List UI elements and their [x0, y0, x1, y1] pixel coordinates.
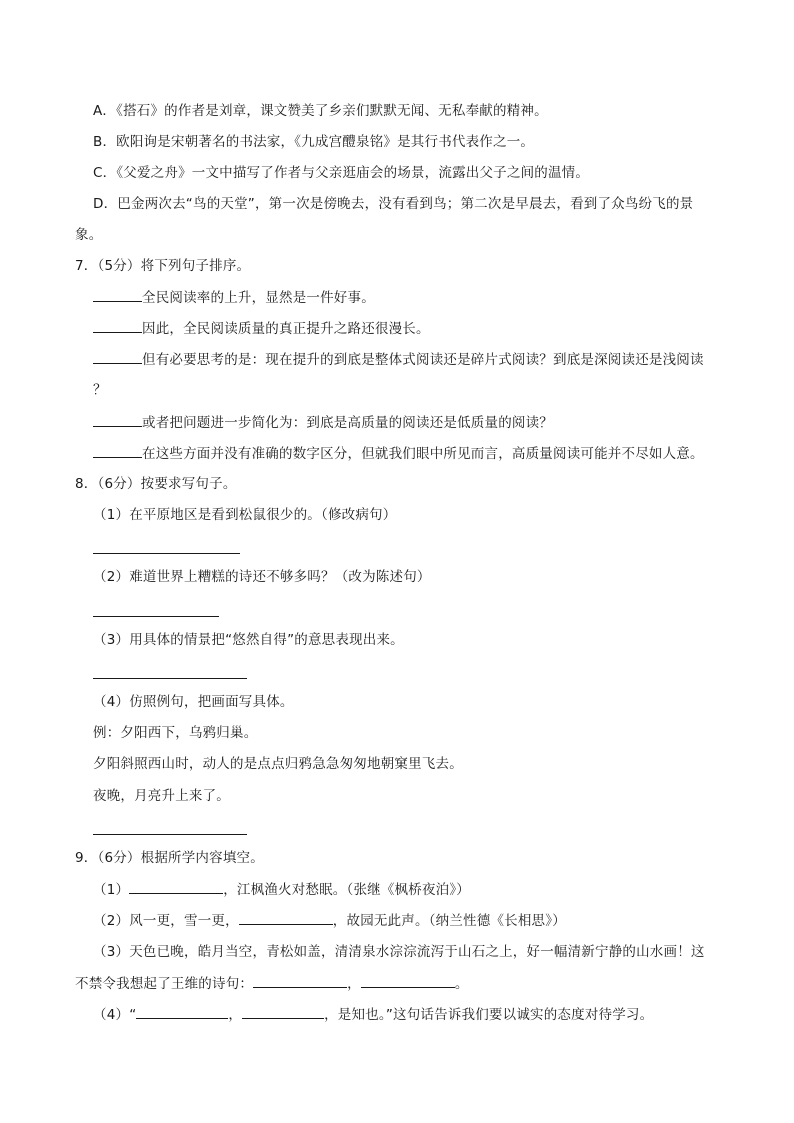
q7-stem: 7．（5分）将下列句子排序。	[75, 258, 251, 274]
q8-part-4: （4）仿照例句，把画面写具体。	[93, 694, 294, 710]
q9-part-2-text: ，故园无此声。（纳兰性德《长相思》）	[332, 913, 566, 929]
q7-sentence-2	[93, 318, 430, 339]
q7-sentence-4	[93, 412, 553, 433]
q7-blank-5[interactable]	[93, 443, 142, 458]
q8-example-1: 例：夕阳西下，乌鸦归巢。	[93, 725, 258, 741]
q8-part-1: （1）在平原地区是看到松鼠很少的。（修改病句）	[93, 507, 397, 523]
q9-stem: 9．（6分）根据所学内容填空。	[75, 850, 264, 866]
q9-part-4-label: （4）“	[93, 1007, 137, 1023]
q8-answer-line-1[interactable]	[93, 553, 240, 554]
q7-sentence-1-text: 全民阅读率的上升，显然是一件好事。	[142, 290, 375, 306]
q9-part-3-period: 。	[454, 976, 469, 992]
q7-blank-3[interactable]	[93, 349, 142, 364]
q6-option-c: C．《父爱之舟》一文中描写了作者与父亲逛庙会的场景，流露出父子之间的温情。	[93, 165, 590, 181]
q9-part-1	[93, 879, 470, 900]
q9-part-1-label: （1）	[93, 882, 130, 898]
q9-part-4-text: ，是知也。”这句话告诉我们要以诚实的态度对待学习。	[324, 1007, 654, 1023]
q9-part-3-cont-text: 不禁令我想起了王维的诗句：	[75, 976, 254, 992]
q9-part-3: （3）天色已晚，皓月当空，青松如盖，清清泉水淙淙流泻于山石之上，好一幅清新宁静的山水画！这	[93, 944, 705, 960]
q7-blank-2[interactable]	[93, 318, 142, 333]
q8-answer-line-2[interactable]	[93, 616, 219, 617]
q7-sentence-1	[93, 287, 375, 308]
q9-blank-2[interactable]	[239, 910, 333, 925]
q6-option-b: B．欧阳询是宋朝著名的书法家，《九成宫醴泉铭》是其行书代表作之一。	[93, 134, 535, 150]
q8-prompt: 夜晚，月亮升上来了。	[93, 788, 230, 804]
q7-blank-4[interactable]	[93, 412, 142, 427]
q9-part-2	[93, 910, 566, 931]
q9-part-1-text: ，江枫渔火对愁眠。（张继《枫桥夜泊》）	[223, 882, 471, 898]
q9-part-3-comma: ，	[347, 976, 361, 992]
q8-part-3: （3）用具体的情景把“悠然自得”的意思表现出来。	[93, 632, 404, 648]
q9-part-3-cont	[75, 973, 469, 994]
q8-part-2: （2）难道世界上糟糕的诗还不够多吗？（改为陈述句）	[93, 569, 431, 585]
q9-blank-6[interactable]	[242, 1004, 324, 1019]
q7-sentence-5-text: 在这些方面并没有准确的数字区分，但就我们眼中所见而言，高质量阅读可能并不尽如人意。	[142, 446, 704, 462]
q9-blank-1[interactable]	[129, 879, 223, 894]
q8-answer-line-4[interactable]	[93, 834, 247, 835]
q9-part-4-comma: ，	[228, 1007, 243, 1023]
q6-option-d-cont: 象。	[75, 227, 103, 243]
q6-option-d: D．巴金两次去“鸟的天堂”，第一次是傍晚去，没有看到鸟；第二次是早晨去，看到了众鸟纷飞的景	[93, 196, 694, 212]
q7-sentence-3	[93, 349, 704, 370]
q7-sentence-4-text: 或者把问题进一步简化为：到底是高质量的阅读还是低质量的阅读？	[142, 415, 553, 431]
q9-blank-5[interactable]	[136, 1004, 228, 1019]
q7-sentence-2-text: 因此，全民阅读质量的真正提升之路还很漫长。	[142, 321, 430, 337]
q9-blank-3[interactable]	[253, 973, 347, 988]
q6-option-a: A．《搭石》的作者是刘章，课文赞美了乡亲们默默无闻、无私奉献的精神。	[93, 103, 548, 119]
q7-sentence-5	[93, 443, 704, 464]
q7-blank-1[interactable]	[93, 287, 142, 302]
q8-example-2: 夕阳斜照西山时，动人的是点点归鸦急急匆匆地朝窠里飞去。	[93, 756, 463, 772]
q7-sentence-3-text: 但有必要思考的是：现在提升的到底是整体式阅读还是碎片式阅读？到底是深阅读还是浅阅读	[142, 352, 704, 368]
q8-answer-line-3[interactable]	[93, 678, 247, 679]
q8-stem: 8．（6分）按要求写句子。	[75, 476, 237, 492]
q9-part-2-label: （2）风一更，雪一更，	[93, 913, 239, 929]
q9-part-4	[93, 1004, 653, 1025]
q7-sentence-3-cont: ？	[93, 382, 107, 398]
q9-blank-4[interactable]	[361, 973, 455, 988]
